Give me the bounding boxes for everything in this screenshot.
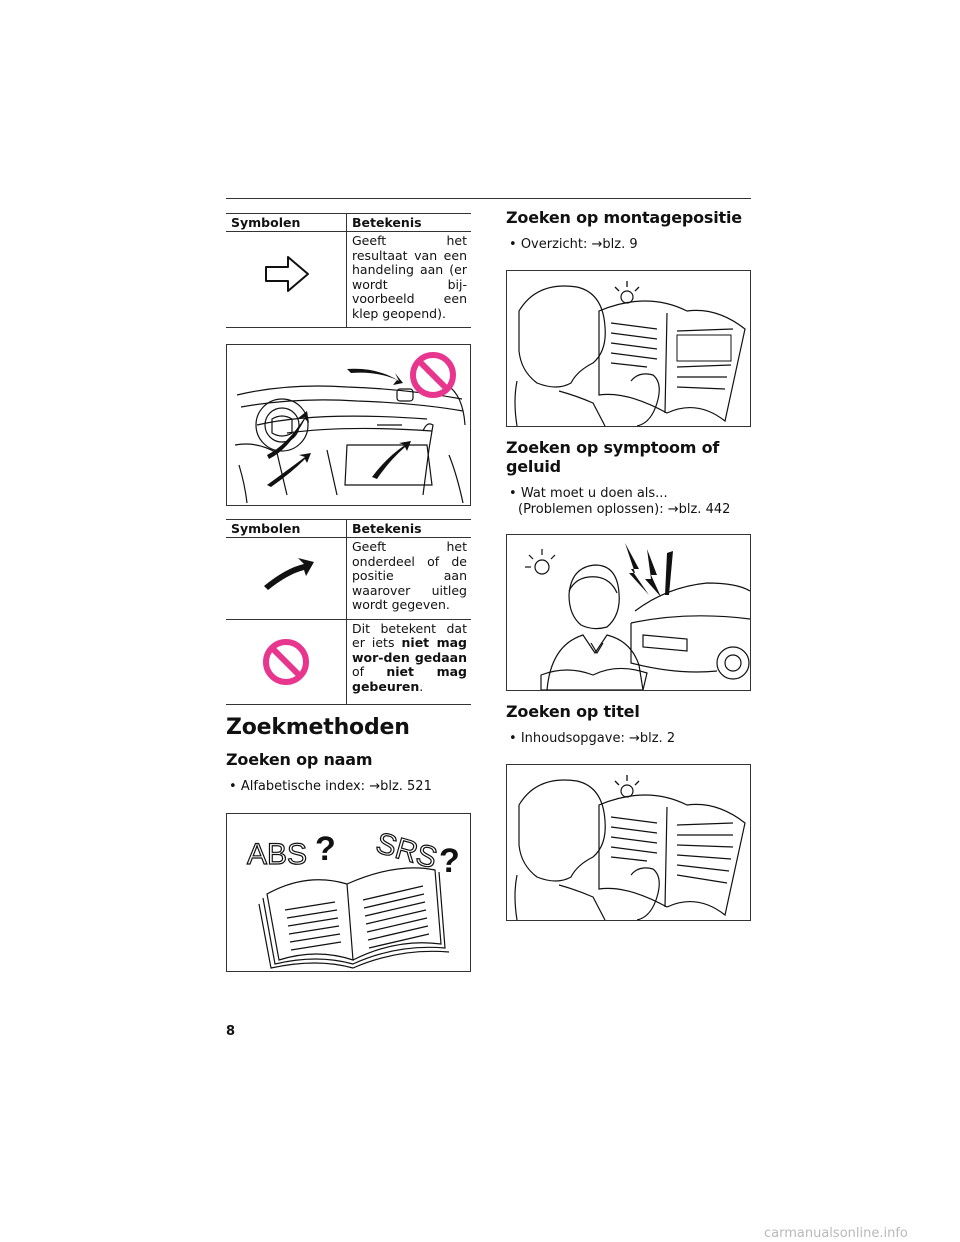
table-header-symbols: Symbolen bbox=[226, 520, 347, 538]
meaning-bold: niet mag wor-den gedaan bbox=[352, 635, 467, 665]
person-and-car-drawing bbox=[507, 535, 750, 690]
reading-manual-illustration bbox=[506, 270, 751, 427]
table-row bbox=[226, 619, 471, 704]
list-item: • Wat moet u doen als... (Problemen oplossen): →blz. 442 bbox=[509, 486, 731, 517]
meaning-cell bbox=[347, 619, 472, 704]
list-item-text: Overzicht: →blz. 9 bbox=[520, 237, 638, 252]
open-book-drawing bbox=[227, 814, 470, 971]
list-item-text: Alfabetische index: →blz. 521 bbox=[240, 778, 432, 794]
person-reading-drawing bbox=[507, 765, 750, 920]
curved-arrow-icon bbox=[226, 538, 346, 615]
srs-label: SRS bbox=[372, 825, 441, 875]
subheading-by-symptom: Zoeken op symptoom of geluid bbox=[506, 438, 720, 476]
right-column bbox=[506, 208, 751, 921]
table-header-symbols: Symbolen bbox=[226, 214, 347, 232]
dashboard-drawing bbox=[227, 345, 470, 505]
meaning-text: . bbox=[419, 678, 424, 694]
meaning-cell: Geeft het onderdeel of de positie aan waarover uitleg wordt gegeven. bbox=[347, 538, 472, 620]
list-item: • Overzicht: →blz. 9 bbox=[509, 237, 638, 252]
abs-label: ABS bbox=[247, 837, 308, 871]
meaning-bold: niet mag gebeuren bbox=[352, 664, 467, 694]
list-item-text: Inhoudsopgave: →blz. 2 bbox=[520, 731, 676, 746]
table-header-meaning: Betekenis bbox=[347, 520, 472, 538]
left-column bbox=[226, 213, 471, 972]
meaning-text: Dit betekent dat er iets bbox=[352, 620, 467, 650]
outline-arrow-icon bbox=[226, 232, 346, 316]
symbols-table-2 bbox=[226, 519, 471, 705]
symbol-cell bbox=[226, 232, 347, 328]
subheading-by-title: Zoeken op titel bbox=[506, 702, 640, 721]
table-row bbox=[226, 232, 471, 328]
meaning-cell: Geeft het resultaat van een handeling aan (er wordt bij-voorbeeld een klep geopend). bbox=[347, 232, 472, 328]
subheading-by-position: Zoeken op montagepositie bbox=[506, 208, 742, 227]
table-row bbox=[226, 538, 471, 620]
symptom-illustration bbox=[506, 534, 751, 691]
list-item-text: Wat moet u doen als... (Problemen oplossen): →blz. 442 bbox=[518, 486, 731, 517]
symbols-table-1 bbox=[226, 213, 471, 328]
symbol-cell bbox=[226, 538, 347, 620]
list-item: • Inhoudsopgave: →blz. 2 bbox=[509, 731, 676, 746]
page-number: 8 bbox=[226, 1024, 236, 1039]
subheading-by-name: Zoeken op naam bbox=[226, 749, 373, 769]
meaning-text: of bbox=[352, 664, 387, 679]
prohibition-icon bbox=[226, 620, 346, 704]
svg-text:?: ? bbox=[315, 829, 336, 868]
person-reading-drawing bbox=[507, 271, 750, 426]
dashboard-illustration bbox=[226, 344, 471, 506]
reading-manual-illustration-2 bbox=[506, 764, 751, 921]
index-book-illustration bbox=[226, 813, 471, 972]
section-title: Zoekmethoden bbox=[226, 714, 410, 740]
list-item: • Alfabetische index: →blz. 521 bbox=[229, 778, 432, 794]
svg-text:?: ? bbox=[439, 841, 460, 880]
table-header-meaning: Betekenis bbox=[347, 214, 472, 232]
watermark: carmanualsonline.info bbox=[764, 1226, 908, 1241]
symbol-cell bbox=[226, 619, 347, 704]
top-rule bbox=[226, 198, 751, 199]
